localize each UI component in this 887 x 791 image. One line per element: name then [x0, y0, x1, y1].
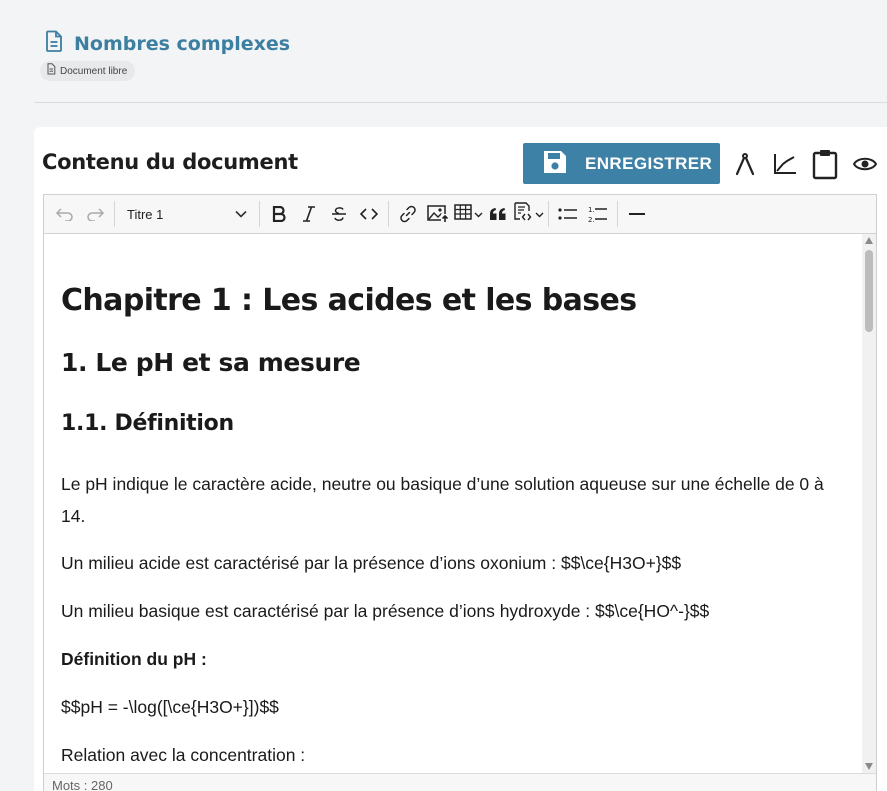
document-small-icon [46, 62, 56, 80]
document-content-card [34, 127, 887, 791]
blockquote-icon[interactable] [483, 199, 513, 229]
bold-icon[interactable] [264, 199, 294, 229]
table-icon [454, 204, 472, 225]
rich-text-editor [43, 194, 877, 791]
scroll-up-arrow-icon[interactable] [865, 237, 873, 244]
table-dropdown[interactable] [453, 199, 483, 229]
code-icon[interactable] [354, 199, 384, 229]
document-tools [730, 147, 880, 181]
link-icon[interactable] [393, 199, 423, 229]
code-block-icon [513, 202, 533, 227]
chevron-down-icon [535, 205, 544, 223]
compass-icon[interactable] [730, 147, 760, 181]
toolbar-separator [548, 201, 549, 227]
scrollbar-thumb[interactable] [865, 250, 873, 332]
card-title: Contenu du document [42, 150, 298, 174]
undo-icon[interactable] [50, 199, 80, 229]
document-title-row [44, 30, 290, 57]
document-type-badge [40, 61, 135, 81]
editor-toolbar [44, 195, 876, 234]
horizontal-line-icon[interactable] [622, 199, 652, 229]
heading-2: 1. Le pH et sa mesure [61, 348, 361, 377]
save-button-label: ENREGISTRER [585, 153, 713, 173]
heading-select-value: Titre 1 [127, 206, 164, 222]
editor-scrollbar[interactable] [862, 234, 876, 773]
chevron-down-icon [474, 205, 483, 223]
heading-select[interactable] [119, 199, 255, 229]
floppy-disk-icon [541, 148, 569, 179]
document-icon [44, 30, 64, 57]
toolbar-separator [388, 201, 389, 227]
paragraph-ph-formula: $$pH = -\log([\ce{H3O+}])$$ [61, 697, 279, 717]
redo-icon[interactable] [80, 199, 110, 229]
paragraph-ph-definition-label: Définition du pH : [61, 649, 207, 669]
italic-icon[interactable] [294, 199, 324, 229]
heading-1: Chapitre 1 : Les acides et les bases [61, 283, 637, 318]
bulleted-list-icon[interactable] [553, 199, 583, 229]
chevron-down-icon [235, 205, 247, 223]
heading-3: 1.1. Définition [61, 411, 234, 436]
strikethrough-icon[interactable] [324, 199, 354, 229]
save-button[interactable] [523, 143, 720, 184]
paragraph-concentration-relation: Relation avec la concentration : [61, 745, 306, 765]
numbered-list-icon[interactable] [583, 199, 613, 229]
eye-icon[interactable] [850, 147, 880, 181]
page-header [34, 0, 887, 103]
paragraph-acid-medium: Un milieu acide est caractérisé par la présence d’ions oxonium : $$\ce{H3O+}$$ [61, 553, 682, 573]
toolbar-separator [114, 201, 115, 227]
toolbar-separator [259, 201, 260, 227]
document-title[interactable]: Nombres complexes [74, 32, 291, 55]
svg-text:1.: 1. [588, 206, 595, 214]
paragraph-basic-medium: Un milieu basique est caractérisé par la présence d’ions hydroxyde : $$\ce{HO^-}$$ [61, 601, 710, 621]
toolbar-separator [617, 201, 618, 227]
code-block-dropdown[interactable] [513, 199, 544, 229]
badge-label: Document libre [60, 65, 128, 77]
image-upload-icon[interactable] [423, 199, 453, 229]
word-count: Mots : 280 [52, 778, 113, 791]
paragraph-ph-definition: Le pH indique le caractère acide, neutre ou basique d’une solution aqueuse sur une échelle de 0 à 14. [61, 474, 824, 526]
editor-content[interactable] [44, 234, 862, 773]
graph-icon[interactable] [770, 147, 800, 181]
scroll-down-arrow-icon[interactable] [865, 763, 873, 770]
editor-status-bar [44, 773, 876, 791]
svg-text:2.: 2. [588, 216, 595, 223]
clipboard-icon[interactable] [810, 147, 840, 181]
